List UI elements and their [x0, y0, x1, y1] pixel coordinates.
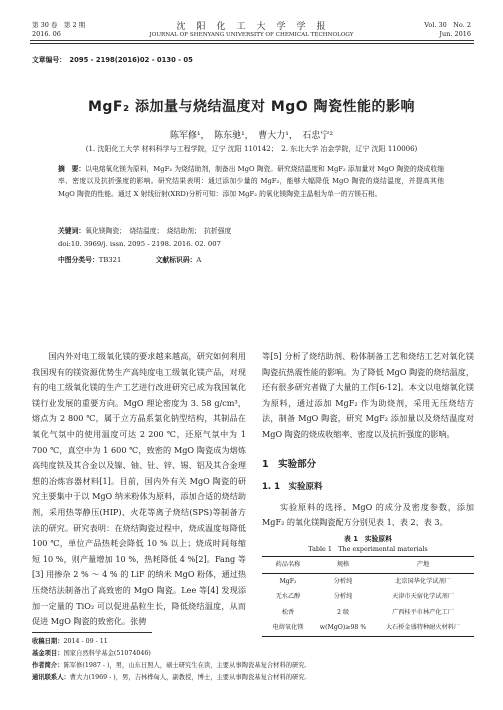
doi: doi:10. 3969/j. issn. 2095 - 2198. 2016. 02. 007	[58, 240, 221, 248]
table-header-cell: 药品名称	[275, 560, 301, 568]
keywords-label: 关键词：	[58, 227, 86, 235]
table-row	[262, 605, 474, 621]
table-row	[262, 620, 474, 636]
footnote-author	[32, 660, 472, 672]
footnote-text: 曹大力(1969 - )，男，吉林桦甸人，副教授，博士，主要从事陶瓷基复合材料的研究.	[69, 674, 307, 681]
footnote-received	[32, 636, 472, 648]
footnote-label: 作者简介：	[32, 662, 64, 669]
table-cell: MgF₂	[279, 577, 297, 585]
volume-issue-en: Vol. 30 No. 2	[424, 21, 471, 29]
table-cell: 无水乙醇	[275, 593, 301, 601]
issue-date-en: Jun. 2016	[439, 30, 471, 38]
doc-code-label: 文献标识码：	[155, 256, 197, 264]
table-caption-en: Table 1 The experimental materials	[308, 544, 428, 553]
subsection-heading: 1. 1 实验原料	[262, 482, 323, 493]
table-row	[262, 573, 474, 589]
abstract	[58, 163, 444, 200]
volume-issue: 第 30 卷 第 2 期	[32, 21, 86, 29]
keywords	[58, 225, 231, 235]
table-header-row	[262, 556, 474, 573]
table-cell: 2 级	[336, 608, 350, 616]
table-row	[262, 589, 474, 605]
table-caption-cn: 表 1 实验原料	[344, 534, 392, 543]
clc-value: TB321	[98, 256, 122, 264]
table-cell: w(MgO)≥98 %	[319, 624, 367, 632]
authors: 陈军修¹， 陈东驰¹， 曹大力¹， 石忠宁²	[170, 131, 333, 141]
article-number: 文章编号： 2095 - 2198(2016)02 - 0130 - 05	[32, 56, 193, 64]
doc-code-value: A	[196, 256, 202, 264]
table-cell: 广西桂平市林产化工厂	[392, 608, 454, 616]
table-cell: 分析纯	[333, 577, 353, 585]
clc-label: 中图分类号：	[58, 256, 99, 264]
classification	[58, 254, 201, 264]
header-rule	[30, 40, 474, 41]
footnote-text: 2014 - 09 - 11	[63, 638, 108, 645]
abstract-text: 以电熔氧化镁为原料，MgF₂ 为烧结助剂，制备出 MgO 陶瓷。研究烧结温度和 MgF₂ 添加量对 MgO 陶瓷的烧成收缩率、密度以及抗折强度的影响。研究结果表明：通过添加少量的 MgF₂，能够大幅降低 MgO 陶瓷的烧结温度，并提高其他 MgO 陶瓷的性能。通过 X 射线衍射(XRD)分析可知：添加 MgF₂ 的氧化镁陶瓷主晶相为单一的方镁石相。	[58, 165, 445, 198]
paper-title: MgF₂ 添加量与烧结温度对 MgO 陶瓷性能的影响	[87, 99, 416, 115]
table-header-cell: 规格	[336, 560, 350, 568]
footnote-rule	[32, 632, 152, 633]
affiliation: (1. 沈阳化工大学 材料科学与工程学院，辽宁 沈阳 110142； 2. 东北大学 冶金学院，辽宁 沈阳 110006)	[85, 145, 418, 153]
table-header-cell: 产地	[416, 560, 430, 568]
table-cell: 松香	[281, 608, 295, 616]
table-cell: 分析纯	[333, 593, 353, 601]
footnote-label: 通讯联系人：	[32, 674, 70, 681]
footnote-text: 陈军修(1987 - )，男，山东日照人，硕士研究生在读，主要从事陶瓷基复合材料的研究.	[63, 662, 307, 669]
table-cell: 电熔氧化镁	[272, 624, 304, 632]
keywords-text: 氧化镁陶瓷； 烧结温度； 烧结助剂； 抗折强度	[85, 227, 232, 235]
footnote-text: 国家自然科学基金(51074046)	[63, 650, 151, 657]
abstract-label: 摘 要：	[58, 165, 86, 173]
issue-date: 2016. 06	[32, 30, 61, 38]
intro-paragraph-continued: 等[5] 分析了烧结助剂、粉体制备工艺和烧结工艺对氧化镁陶瓷抗热震性能的影响。为了降低 MgO 陶瓷的烧结温度，还有很多研究者做了大量的工作[6-12]。本文以电熔氧化镁为原料，通过添加 MgF₂ 作为助烧剂，采用无压烧结方法，制备 MgO 陶瓷，研究 MgF₂ 添加量以及烧结温度对 MgO 陶瓷的烧成收缩率、密度以及抗折强度的影响。	[262, 351, 474, 439]
body-column-left	[32, 349, 246, 630]
body-column-right	[262, 349, 474, 637]
table-cell: 北京国华化学试剂厂	[395, 577, 451, 585]
journal-title-cn: 沈 阳 化 工 大 学 学 报	[176, 22, 327, 32]
table-cell: 天津市天宿化学试剂厂	[392, 593, 454, 601]
materials-table	[262, 556, 474, 637]
materials-paragraph: 实验原料的选择、MgO 的成分及密度参数，添加 MgF₂ 的氧化镁陶瓷配方分别见表 1、表 2、表 3。	[262, 501, 474, 528]
header-rule-thin	[30, 43, 474, 44]
footnote-label: 收稿日期：	[32, 638, 64, 645]
footnote-label: 基金项目：	[32, 650, 64, 657]
intro-paragraph: 国内外对电工级氧化镁的要求越来越高，研究如何利用我国现有的镁资源优势生产高纯度电工级氧化镁产品，对现有的电工级氧化镁的生产工艺进行改进研究已成为我国氧化镁行业发展的重要方向。MgO 理论密度为 3. 58 g/cm³，熔点为 2 800 ℃，属于立方晶系氯化钠型结构，其制品在氧化气氛中的使用温度可达 2 200 ℃，还原气氛中为 1 700 ℃，真空中为 1 600 ℃，致密的 MgO 陶瓷成为熔炼高纯度铁及其合金以及镍、铀、钍、锌、锡、铝及其合金理想的冶炼容器材料[1]。目前，国内外有关 MgO 陶瓷的研究主要集中于以 MgO 纳米粉体为原料，添加合适的烧结助剂，采用热等静压(HIP)、火花等离子烧结(SPS)等制备方法的研究。研究表明：在烧结陶瓷过程中，烧成温度每降低 100 ℃，单位产品热耗会降低 10 % 以上；烧成时间每缩短 10 %，则产量增加 10 %，热耗降低 4 %[2]。Fang 等[3] 用掺杂 2 % ～ 4 % 的 LiF 的纳米 MgO 粉体，通过热压烧结法制备出了高致密的 MgO 陶瓷。Lee 等[4] 发现添加一定量的 TiO₂ 可以促进晶粒生长，降低烧结温度，从而促进 MgO 陶瓷的致密化。张骋	[32, 351, 246, 627]
table-cell: 大石桥金盛特种耐火材料厂	[385, 624, 461, 632]
footnotes	[32, 636, 472, 684]
section-heading: 1 实验部分	[262, 458, 317, 470]
footnote-correspondence	[32, 672, 472, 684]
journal-title-en: JOURNAL OF SHENYANG UNIVERSITY OF CHEMICAL TECHNOLOGY	[149, 32, 354, 38]
footnote-funding	[32, 648, 472, 660]
